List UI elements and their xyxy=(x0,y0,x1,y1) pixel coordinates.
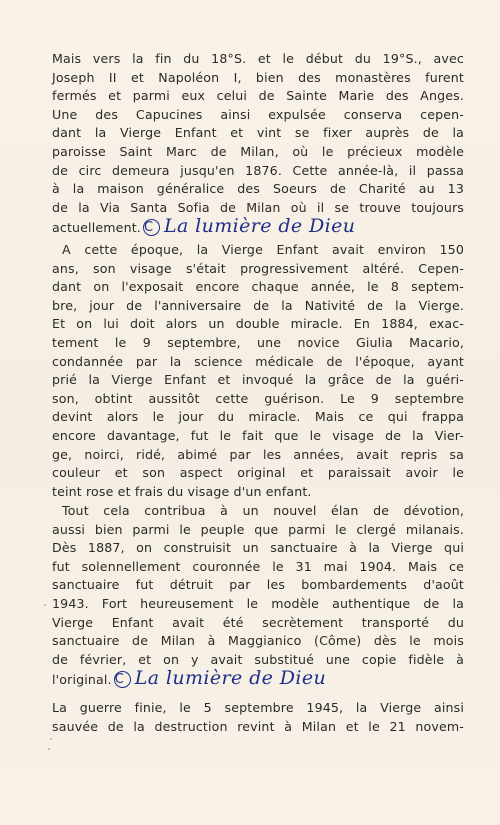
copyright-icon: C xyxy=(114,671,131,688)
text-line: teint rose et frais du visage d'un enfant. xyxy=(52,483,312,499)
text-line-with-watermark xyxy=(52,669,464,688)
watermark-text: La lumière de Dieu xyxy=(163,215,356,238)
text-line: dant la Vierge Enfant et vint se fixer auprès de la xyxy=(52,125,464,141)
text-line: A cette époque, la Vierge Enfant avait environ 150 xyxy=(62,242,464,257)
text-line: devint alors le jour du miracle. Mais ce qui frappa xyxy=(52,409,464,425)
text-line: fut solennellement couronnée le 31 mai 1904. Mais ce xyxy=(52,558,464,574)
text-line: paroisse Saint Marc de Milan, où le précieux modèle xyxy=(52,143,464,159)
text-line: 1943. Fort heureusement le modèle authentique de la xyxy=(52,595,464,611)
text-line: son, obtint aussitôt cette guérison. Le 9 septembre xyxy=(52,390,464,406)
text-line-with-watermark xyxy=(52,217,464,236)
paragraph-1 xyxy=(52,50,464,236)
text-line: Une des Capucines ainsi expulsée conserva cepen- xyxy=(52,106,464,122)
scan-speck xyxy=(48,748,50,750)
scan-speck xyxy=(44,604,46,606)
text-line: aussi bien parmi le peuple que parmi le clergé milanais. xyxy=(52,521,464,537)
watermark-1 xyxy=(143,215,355,237)
text-line: Mais vers la fin du 18°S. et le début du 19°S., avec xyxy=(52,51,464,66)
watermark-text: La lumière de Dieu xyxy=(134,667,327,690)
text-line: ge, noirci, ridé, abimé par les années, avait repris sa xyxy=(52,446,464,462)
text-line: fermés et parmi eux celui de Sainte Marie des Anges. xyxy=(52,88,464,104)
text-line: La guerre finie, le 5 septembre 1945, la Vierge ainsi xyxy=(52,700,464,715)
text-line: de circ demeura jusqu'en 1876. Cette année-là, il passa xyxy=(52,162,464,178)
text-line: Vierge Enfant avait été secrètement transporté du xyxy=(52,614,464,630)
text-line: à la maison généralice des Soeurs de Charité au 13 xyxy=(52,181,464,197)
scan-speck xyxy=(50,738,52,740)
text-line: Dès 1887, on construisit un sanctuaire à la Vierge qui xyxy=(52,540,464,556)
text-line: encore davantage, fut le fait que le visage de la Vier- xyxy=(52,427,464,443)
text-line: de février, et on y avait substitué une copie fidèle à xyxy=(52,651,464,667)
text-line: condannée par la science médicale de l'époque, ayant xyxy=(52,353,464,369)
text-fragment: l'original. xyxy=(52,672,112,688)
text-line: Tout cela contribua à un nouvel élan de dévotion, xyxy=(62,503,464,518)
text-line: sanctuaire fut détruit par les bombardements d'août xyxy=(52,577,464,593)
text-line: de la Via Santa Sofia de Milan où il se trouve toujours xyxy=(52,199,464,215)
text-line: ans, son visage s'était progressivement altéré. Cepen- xyxy=(52,260,464,276)
copyright-icon: C xyxy=(143,219,160,236)
text-line: tement le 9 septembre, une novice Giulia Macario, xyxy=(52,334,464,350)
text-line: prié la Vierge Enfant et invoqué la grâce de la guéri- xyxy=(52,372,464,388)
text-line: bre, jour de l'anniversaire de la Nativité de la Vierge. xyxy=(52,297,464,313)
text-line: Joseph II et Napoléon I, bien des monastères furent xyxy=(52,69,464,85)
paragraph-4 xyxy=(52,699,464,736)
text-line: sanctuaire de Milan à Maggianico (Côme) dès le mois xyxy=(52,633,464,649)
text-fragment: actuellement. xyxy=(52,220,141,236)
text-line: Et on lui doit alors un double miracle. En 1884, exac- xyxy=(52,316,464,332)
text-line: couleur et son aspect original et paraissait avoir le xyxy=(52,465,464,481)
paragraph-2 xyxy=(52,241,464,501)
paragraph-3 xyxy=(52,502,464,688)
text-line: sauvée de la destruction revint à Milan et le 21 novem- xyxy=(52,718,464,734)
text-line: dant on l'exposait encore chaque année, le 8 septem- xyxy=(52,279,464,295)
watermark-2 xyxy=(114,667,326,689)
